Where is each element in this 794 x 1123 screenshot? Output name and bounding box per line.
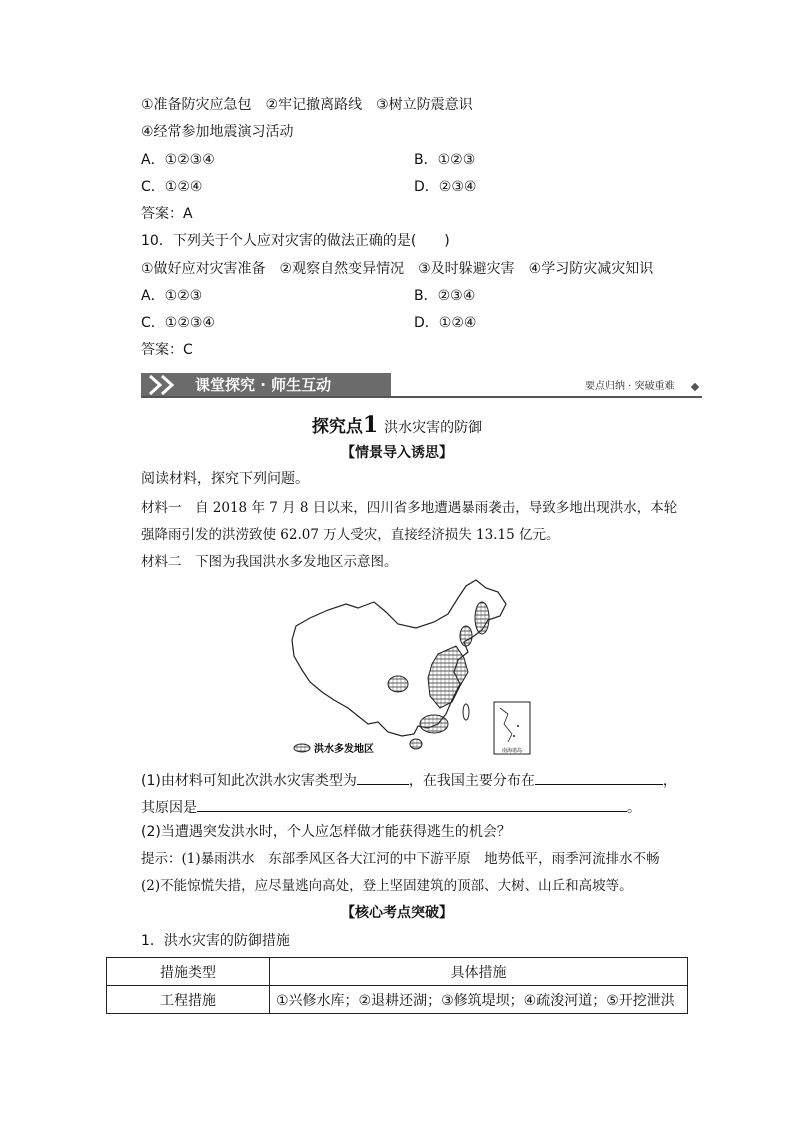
inset-box [494, 702, 530, 754]
hint-line2: (2)不能惊慌失措，应尽量逃向高处，登上坚固建筑的顶部、大树、山丘和高坡等。 [141, 878, 633, 894]
legend-label: 洪水多发地区 [314, 744, 374, 755]
q9-choice-c: C．①②④ [141, 179, 203, 195]
q1-part-a: (1)由材料可知此次洪水灾害类型为 [141, 773, 357, 789]
heading-number: 1 [362, 412, 379, 438]
point-1-title: 1．洪水灾害的防御措施 [141, 933, 290, 949]
q10-choice-d: D．①②④ [414, 315, 477, 331]
intro-text: 阅读材料，探究下列问题。 [141, 471, 309, 487]
q9-options-line1: ①准备防灾应急包 ②牢记撤离路线 ③树立防震意识 [141, 97, 473, 113]
table-row [107, 986, 688, 1014]
q10-choice-c: C．①②③④ [141, 315, 215, 331]
table-header-row [107, 958, 688, 986]
taiwan-island [463, 704, 469, 720]
china-flood-map [288, 574, 538, 764]
flood-region-sichuan [388, 676, 408, 692]
banner-right-text: 要点归纳 · 突破重难 [585, 381, 675, 392]
material-1-line2: 强降雨引发的洪涝致使 62.07 万人受灾，直接经济损失 13.15 亿元。 [141, 527, 560, 543]
subheading-scene: 【情景导入诱思】 [341, 445, 453, 461]
q1-blank-area[interactable] [535, 770, 663, 785]
q9-choice-a: A．①②③④ [141, 152, 215, 168]
question-2: (2)当遭遇突发洪水时，个人应怎样做才能获得逃生的机会？ [141, 824, 511, 840]
q10-choice-a: A．①②③ [141, 288, 203, 304]
heading-text: 洪水灾害的防御 [384, 420, 483, 436]
hainan-island [410, 739, 422, 749]
q10-choice-b: B．②③④ [414, 288, 476, 304]
flood-region-east [428, 646, 468, 708]
hint-line1: 提示：(1)暴雨洪水 东部季风区各大江河的中下游平原 地势低平，雨季河流排水不畅 [141, 851, 660, 867]
flood-measures-table [106, 957, 688, 1014]
q1-part-e: 。 [627, 800, 641, 816]
q1-part-c: ， [662, 773, 677, 789]
table-cell: ①兴修水库；②退耕还湖；③修筑堤坝；④疏浚河道；⑤开挖泄洪 [270, 986, 688, 1014]
q9-choice-b: B．①②③ [414, 152, 476, 168]
material-1-line1: 材料一 自 2018 年 7 月 8 日以来，四川省多地遭遇暴雨袭击，导致多地出现洪水，本轮 [141, 500, 678, 516]
banner-title: 课堂探究 · 师生互动 [195, 376, 332, 394]
q10-stem: 10．下列关于个人应对灾害的做法正确的是( ) [141, 233, 450, 249]
q10-answer: 答案：C [141, 342, 193, 358]
subheading-core: 【核心考点突破】 [341, 905, 453, 921]
china-outline [292, 580, 506, 736]
flood-region-north [460, 626, 472, 646]
legend-swatch [294, 744, 310, 752]
question-1-line2 [141, 797, 641, 817]
diamond-icon [691, 383, 699, 391]
inset-label: 南海诸岛 [501, 748, 523, 754]
q1-blank-reason[interactable] [197, 797, 627, 812]
table-header-cell: 具体措施 [270, 958, 688, 986]
table-header-cell: 措施类型 [107, 958, 270, 986]
heading-prefix: 探究点 [311, 417, 363, 437]
flood-region-south [420, 715, 448, 733]
chevron-right-icon [146, 374, 186, 396]
banner-divider [141, 396, 702, 398]
section-heading [0, 412, 794, 438]
q1-part-d: 其原因是 [141, 800, 197, 816]
material-2: 材料二 下图为我国洪水多发地区示意图。 [141, 554, 398, 570]
flood-region-northeast [475, 602, 489, 634]
q1-part-b: ，在我国主要分布在 [408, 773, 535, 789]
question-1-line1 [141, 770, 677, 790]
table-cell: 工程措施 [107, 986, 270, 1014]
q9-answer: 答案：A [141, 206, 193, 222]
q9-options-line2: ④经常参加地震演习活动 [141, 124, 294, 140]
q9-choice-d: D．②③④ [414, 179, 477, 195]
q10-options: ①做好应对灾害准备 ②观察自然变异情况 ③及时躲避灾害 ④学习防灾减灾知识 [141, 261, 654, 277]
q1-blank-type[interactable] [357, 770, 409, 785]
